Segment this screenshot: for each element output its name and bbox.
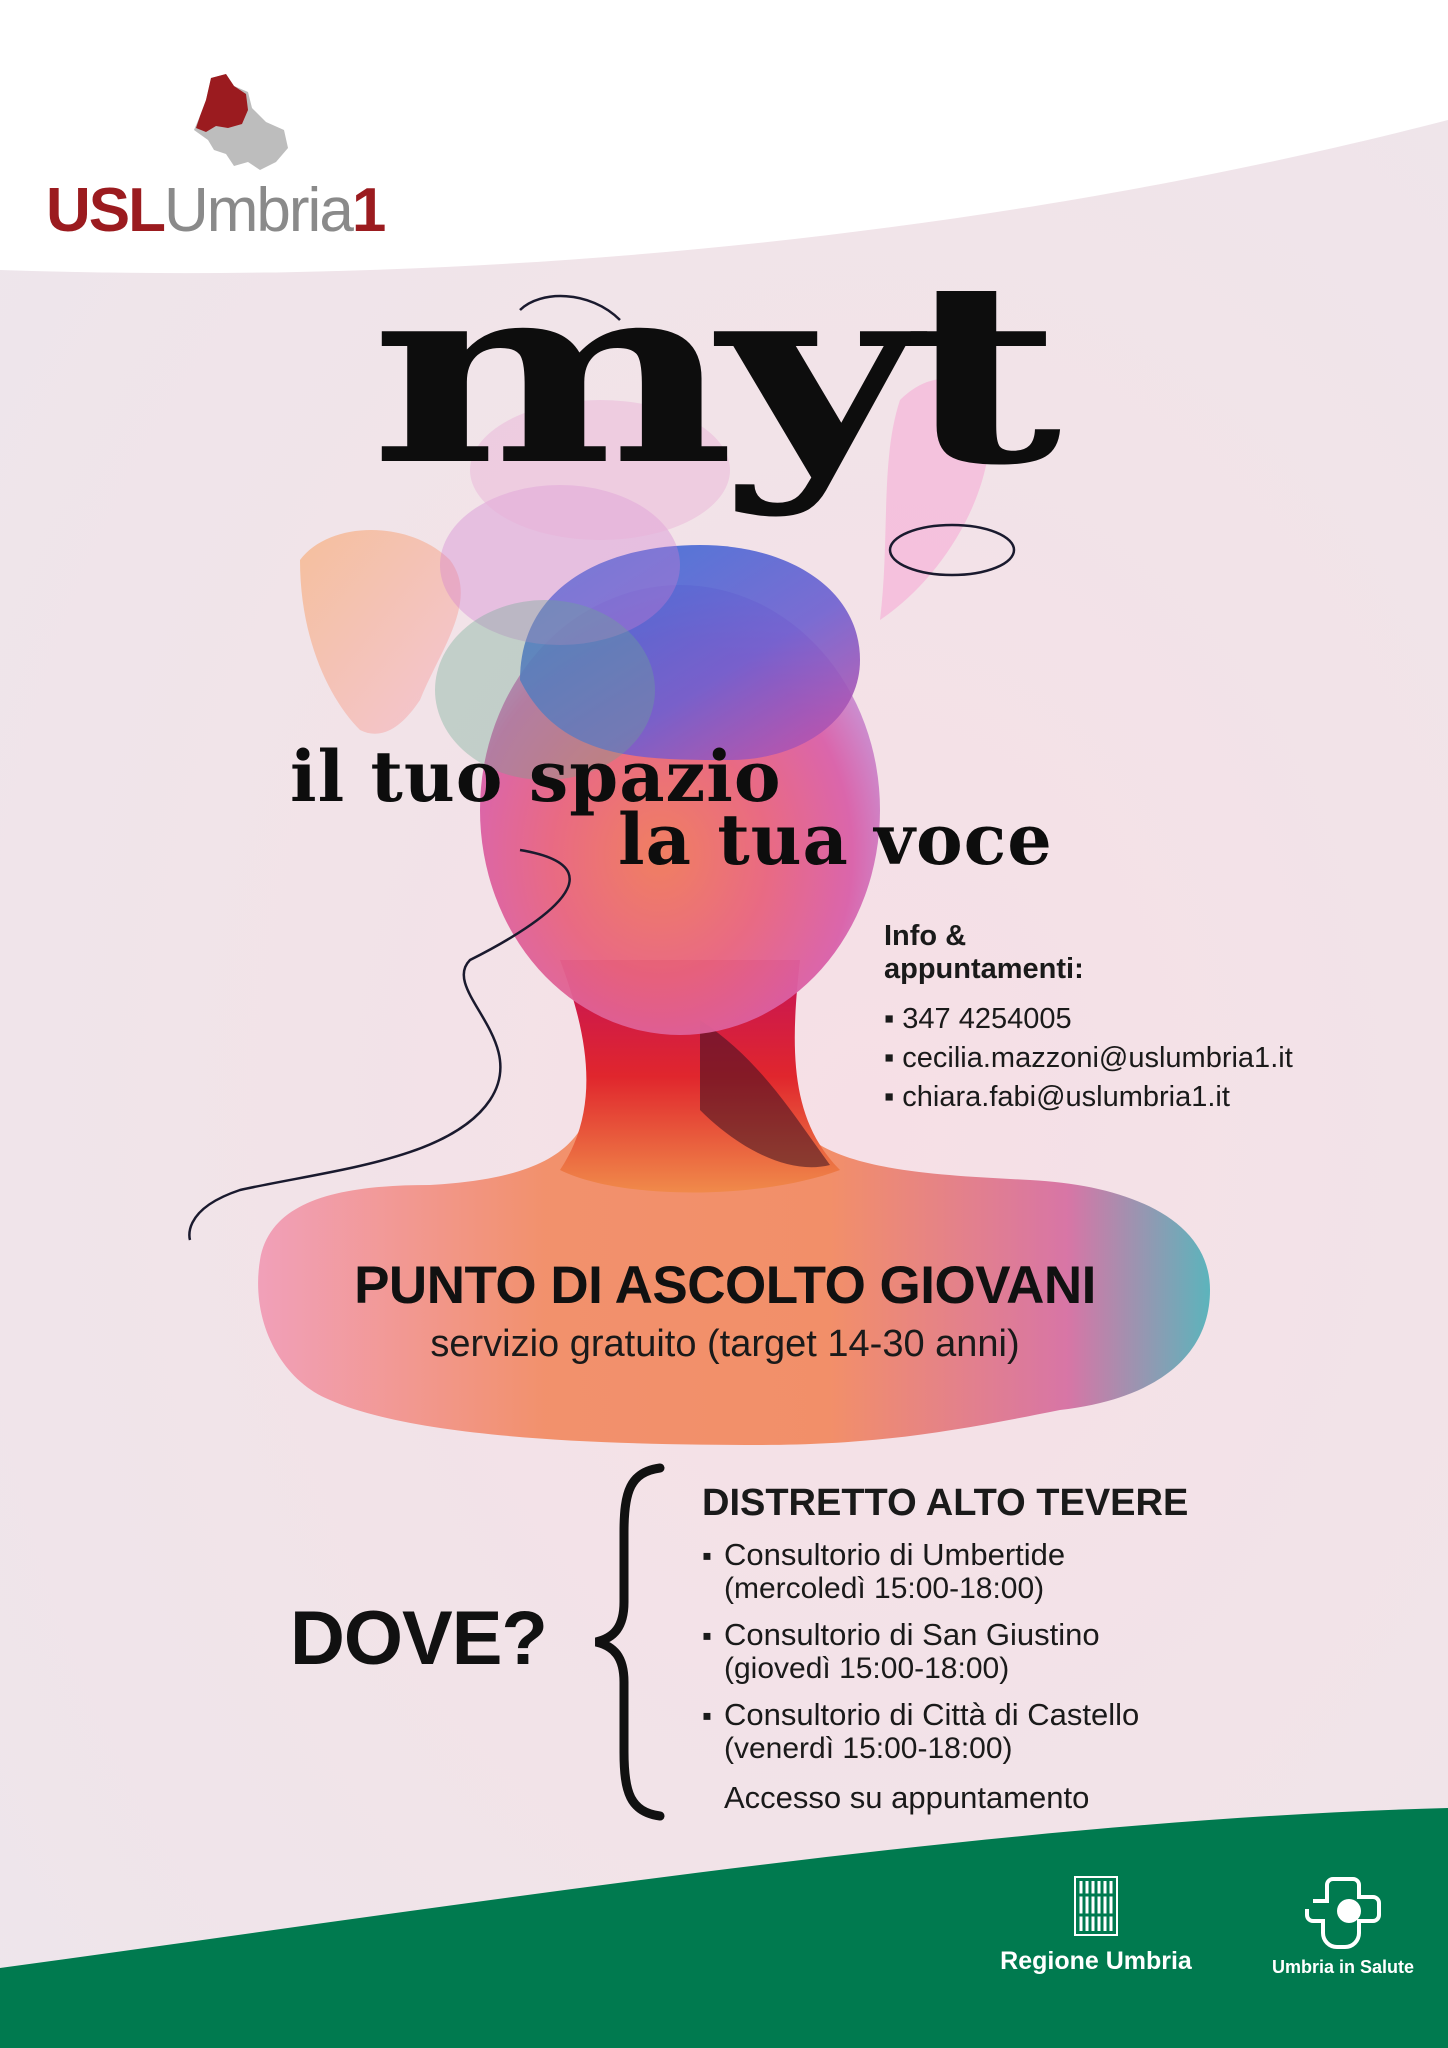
location-hours: (venerdì 15:00-18:00) (724, 1732, 1013, 1765)
myt-title: myt (370, 226, 1046, 520)
location-item (702, 1698, 1402, 1766)
footer-band (0, 1780, 1448, 2048)
where-question: DOVE? (290, 1596, 547, 1681)
contact-email-cecilia[interactable]: ▪ cecilia.mazzoni@uslumbria1.it (884, 1039, 1404, 1078)
logo-usl: USL (46, 176, 164, 245)
logo-umbria: Umbria (164, 176, 352, 245)
regione-emblem-icon (1073, 1875, 1119, 1937)
salute-label: Umbria in Salute (1271, 1957, 1415, 1977)
contact-email-chiara[interactable]: ▪ chiara.fabi@uslumbria1.it (884, 1078, 1404, 1117)
info-title: Info & appuntamenti: (884, 920, 1084, 985)
regione-umbria-logo (986, 1875, 1206, 1976)
umbria-in-salute-logo (1258, 1875, 1428, 1978)
service-subtitle: servizio gratuito (target 14-30 anni) (430, 1323, 1020, 1365)
location-name: ▪ Consultorio di San Giustino (724, 1617, 1100, 1652)
contact-list (884, 1000, 1404, 1117)
tagline-line-2: la tua voce (618, 798, 1053, 881)
contact-phone[interactable]: ▪ 347 4254005 (884, 1000, 1404, 1039)
umbria-map-icon (156, 70, 296, 180)
service-title: PUNTO DI ASCOLTO GIOVANI (354, 1256, 1096, 1315)
location-hours: (giovedì 15:00-18:00) (724, 1652, 1010, 1685)
where-block (702, 1480, 1402, 1816)
usl-umbria-logo (46, 70, 385, 245)
logo-number: 1 (351, 176, 385, 245)
location-item (702, 1618, 1402, 1686)
location-hours: (mercoledì 15:00-18:00) (724, 1572, 1045, 1605)
curly-brace-icon (590, 1462, 670, 1822)
location-item (702, 1538, 1402, 1606)
salute-cross-icon (1303, 1875, 1383, 1951)
regione-label: Regione Umbria (1000, 1947, 1192, 1975)
location-name: ▪ Consultorio di Umbertide (724, 1537, 1066, 1572)
access-note: Accesso su appuntamento (724, 1780, 1090, 1815)
info-block (884, 920, 1404, 1117)
location-name: ▪ Consultorio di Città di Castello (724, 1697, 1140, 1732)
district-title: DISTRETTO ALTO TEVERE (702, 1482, 1189, 1524)
tagline-line-1: il tuo spazio (290, 735, 782, 818)
